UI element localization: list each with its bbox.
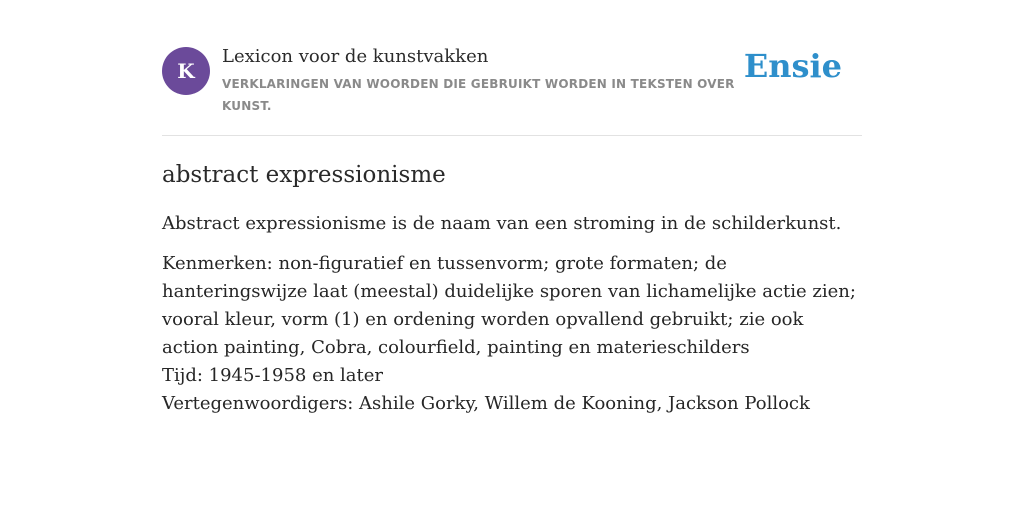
- entry-title: abstract expressionisme: [162, 162, 446, 188]
- lexicon-subtitle: VERKLARINGEN VAN WOORDEN DIE GEBRUIKT WORDEN IN TEKSTEN OVER KUNST.: [222, 77, 735, 113]
- entry-card: [162, 0, 862, 430]
- lexicon-avatar[interactable]: [162, 47, 210, 95]
- avatar-letter: K: [177, 59, 195, 83]
- entry-details: [162, 250, 862, 418]
- ensie-logo[interactable]: Ensie: [743, 47, 842, 85]
- details-representatives: Vertegenwoordigers: Ashile Gorky, Willem de Kooning, Jackson Pollock: [162, 393, 810, 414]
- entry-intro: Abstract expressionisme is de naam van een stroming in de schilderkunst.: [162, 213, 842, 234]
- lexicon-title[interactable]: Lexicon voor de kunstvakken: [222, 46, 489, 67]
- lexicon-header: [162, 0, 862, 136]
- entry-content: [162, 136, 862, 418]
- details-characteristics: Kenmerken: non-figuratief en tussenvorm; grote formaten; de hanteringswijze laat (meestal) duidelijke sporen van lichamelijke actie zien; vooral kleur, vorm (1) en ordening worden opvallend gebruikt; zie ook action painting, Cobra, colourfield, painting en materieschilders: [162, 253, 856, 358]
- details-period: Tijd: 1945-1958 en later: [162, 365, 384, 386]
